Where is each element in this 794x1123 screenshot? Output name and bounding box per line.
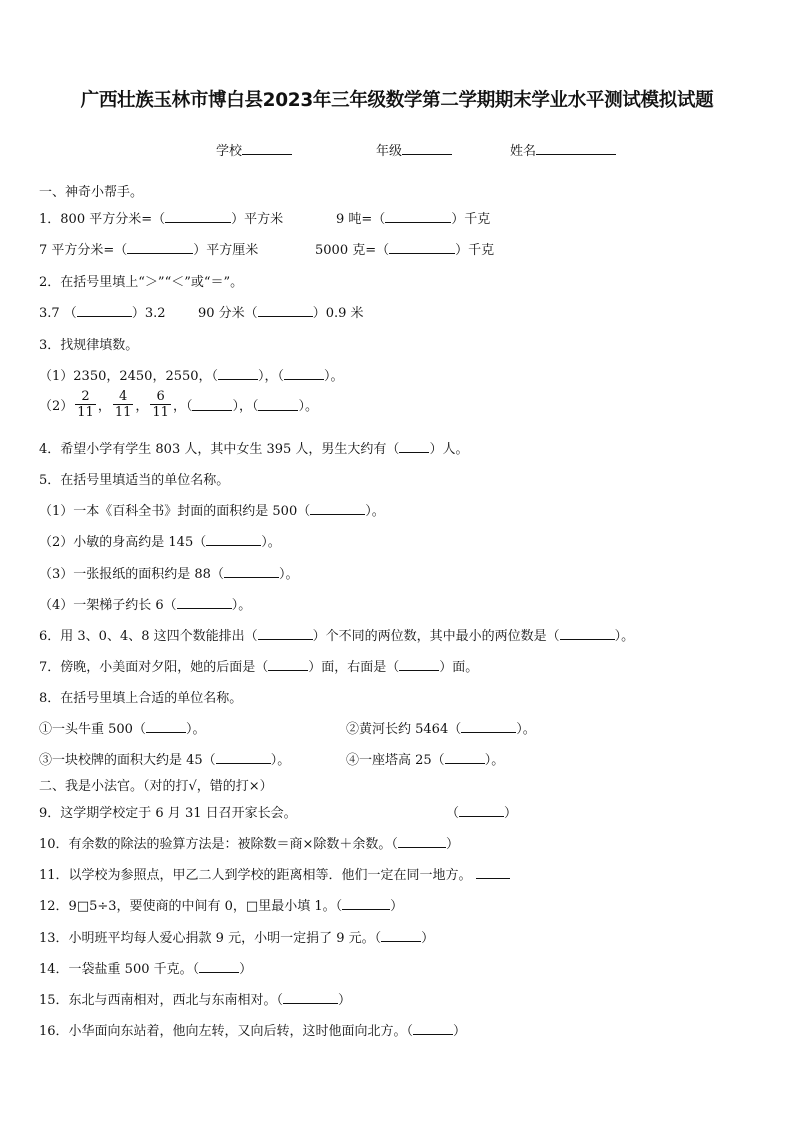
q1c-text: 7 平方分米=（ [39, 243, 128, 258]
page-title: 广西壮族玉林市博白县2023年三年级数学第二学期期末学业水平测试模拟试题 [80, 90, 714, 111]
q5-item-2 [39, 531, 281, 550]
q10-text: 10．有余数的除法的验算方法是：被除数＝商×除数＋余数。（ [39, 837, 398, 852]
q8d-end: ）。 [484, 753, 505, 768]
q3p1-text: （1）2350，2450，2550，（ [39, 369, 219, 384]
fraction-1-denominator: 11 [77, 405, 94, 420]
fraction-3-denominator: 11 [152, 405, 169, 420]
q8b-blank[interactable] [461, 720, 516, 733]
q7-mid: ）面，右面是（ [308, 660, 400, 675]
q14-blank[interactable] [199, 960, 239, 973]
q2-row [39, 302, 166, 321]
name-label: 姓名 [510, 144, 537, 159]
q4-row [39, 438, 468, 457]
name-blank[interactable] [536, 142, 616, 155]
q11-row [39, 864, 510, 883]
q3p2-blank2[interactable] [258, 398, 298, 411]
q5-1-blank[interactable] [310, 502, 365, 515]
q2b-blank[interactable] [258, 304, 313, 317]
q15-text: 15．东北与西南相对，西北与东南相对。（ [39, 993, 284, 1008]
q1d-text: 5000 克=（ [315, 243, 390, 258]
fraction-2 [113, 389, 134, 420]
q5-item-4 [39, 594, 251, 613]
q8-item-c [39, 749, 290, 768]
q16-row [39, 1020, 466, 1039]
q3-part2: （2） $\frac{2}{11}$ ， $\frac{4}{11}$ ， $\frac{6}{11}$ ，（ ），（ ）。 [39, 389, 318, 420]
q9-row [39, 802, 297, 821]
q9-close: ） [504, 806, 518, 821]
q1b-blank[interactable] [385, 210, 451, 223]
grade-blank[interactable] [402, 142, 452, 155]
school-label: 学校 [216, 144, 243, 159]
q3p2-end: ）。 [298, 399, 318, 414]
q1-row2 [39, 239, 258, 258]
q3-text: 3．找规律填数。 [39, 338, 139, 353]
q5-4-blank[interactable] [177, 596, 232, 609]
q8b-end: ）。 [516, 722, 536, 737]
section2-heading: 二、我是小法官。（对的打√，错的打×） [39, 779, 273, 794]
q13-blank[interactable] [381, 929, 421, 942]
q10-blank[interactable] [398, 835, 446, 848]
q1-row1 [39, 208, 283, 227]
q1c-unit: ）平方厘米 [193, 243, 259, 258]
q5-item-3 [39, 563, 298, 582]
q1d-unit: ）千克 [455, 243, 495, 258]
q10-end: ） [445, 837, 459, 852]
q2a-right: ）3.2 [131, 306, 166, 321]
q1b-unit: ）千克 [451, 212, 491, 227]
q8d-text: ④一座塔高 25（ [346, 753, 445, 768]
q4-blank[interactable] [399, 440, 429, 453]
q6-blank1[interactable] [258, 627, 313, 640]
q14-text: 14．一袋盐重 500 千克。（ [39, 962, 200, 977]
q3p2-after: ，（ [172, 399, 193, 414]
q6-text: 6．用 3、0、4、8 这四个数能排出（ [39, 629, 258, 644]
q5-4-end: ）。 [231, 598, 252, 613]
q9-text: 9．这学期学校定于 6 月 31 日召开家长会。 [39, 806, 297, 821]
q5-2-text: （2）小敏的身高约是 145（ [39, 535, 207, 550]
q9-blank[interactable] [459, 804, 504, 817]
school-field [216, 140, 292, 159]
q2b-text: 90 分米（ [198, 306, 258, 321]
q3p2-prefix: （2） [39, 399, 74, 414]
q8-item-b [346, 718, 536, 737]
q5-2-end: ）。 [261, 535, 281, 550]
q1a-text: 800 平方分米=（ [60, 212, 166, 227]
q11-blank[interactable] [476, 866, 510, 879]
grade-label: 年级 [376, 144, 403, 159]
q7-text: 7．傍晚，小美面对夕阳，她的后面是（ [39, 660, 269, 675]
fraction-2-numerator: 4 [118, 389, 128, 404]
q3-part1 [39, 365, 344, 384]
q3p2-blank1[interactable] [192, 398, 232, 411]
q5-1-end: ）。 [365, 504, 385, 519]
q7-row [39, 656, 478, 675]
q15-row [39, 989, 351, 1008]
q5-3-blank[interactable] [224, 565, 279, 578]
grade-field [376, 140, 452, 159]
q6-mid: ）个不同的两位数，其中最小的两位数是（ [312, 629, 560, 644]
q12-end: ） [390, 899, 404, 914]
fraction-3-numerator: 6 [156, 389, 165, 404]
q5-item-1 [39, 500, 385, 519]
q14-row [39, 958, 252, 977]
q6-blank2[interactable] [560, 627, 615, 640]
q5-text: 5．在括号里填适当的单位名称。 [39, 473, 230, 488]
q8a-blank[interactable] [146, 720, 186, 733]
q14-end: ） [239, 962, 253, 977]
q15-end: ） [338, 993, 352, 1008]
q11-text: 11．以学校为参照点，甲乙二人到学校的距离相等．他们一定在同一地方。 [39, 868, 472, 883]
q16-text: 16．小华面向东站着，他向左转，又向后转，这时他面向北方。（ [39, 1024, 414, 1039]
q8b-text: ②黄河长约 5464（ [346, 722, 462, 737]
q2-text: 2．在括号里填上“＞”“＜”或“＝”。 [39, 275, 244, 290]
q9-open: （ [446, 806, 460, 821]
section1-heading: 一、神奇小帮手。 [39, 185, 144, 200]
q1-number: 1． [39, 212, 61, 227]
q5-3-text: （3）一张报纸的面积约是 88（ [39, 567, 224, 582]
q7-end: ）面。 [439, 660, 479, 675]
q1-row2-col2 [315, 239, 494, 258]
q3p1-blank2[interactable] [284, 367, 324, 380]
q3p1-mid: ），（ [258, 369, 285, 384]
q13-row [39, 927, 434, 946]
q6-end: ）。 [614, 629, 635, 644]
q6-row [39, 625, 634, 644]
q8c-text: ③一块校牌的面积大约是 45（ [39, 753, 216, 768]
q8-item-a [39, 718, 205, 737]
q1b-text: 9 吨=（ [336, 212, 386, 227]
q2-row-col2 [198, 302, 364, 321]
fraction-2-denominator: 11 [114, 405, 132, 420]
q10-row [39, 833, 459, 852]
q8c-end: ）。 [270, 753, 291, 768]
q8d-blank[interactable] [445, 751, 485, 764]
q12-blank[interactable] [342, 897, 390, 910]
q3p1-end: ）。 [324, 369, 344, 384]
q3p1-blank1[interactable] [218, 367, 258, 380]
q1a-unit: ）平方米 [231, 212, 284, 227]
q4-text: 4．希望小学有学生 803 人，其中女生 395 人，男生大约有（ [39, 442, 400, 457]
school-blank[interactable] [242, 142, 292, 155]
q1a-blank[interactable] [165, 210, 231, 223]
q5-2-blank[interactable] [206, 533, 261, 546]
q12-text: 12．9□5÷3，要使商的中间有 0，□里最小填 1。（ [39, 899, 343, 914]
name-field [510, 140, 616, 159]
q5-4-text: （4）一架梯子约长 6（ [39, 598, 177, 613]
q3p2-mid: ），（ [232, 399, 259, 414]
q8a-text: ①一头牛重 500（ [39, 722, 146, 737]
q8a-end: ）。 [185, 722, 206, 737]
q2b-right: ）0.9 米 [312, 306, 364, 321]
q5-1-text: （1）一本《百科全书》封面的面积约是 500（ [39, 504, 311, 519]
q7-blank1[interactable] [268, 658, 308, 671]
q1d-blank[interactable] [389, 241, 455, 254]
q13-end: ） [421, 931, 435, 946]
q16-end: ） [453, 1024, 467, 1039]
q12-row [39, 895, 403, 914]
q8c-blank[interactable] [216, 751, 271, 764]
q4-end: ）人。 [429, 442, 469, 457]
fraction-3 [150, 389, 171, 420]
q8-text: 8．在括号里填上合适的单位名称。 [39, 691, 243, 706]
q5-3-end: ）。 [278, 567, 299, 582]
q2a-text: 3.7 （ [39, 306, 77, 321]
fraction-1 [75, 389, 96, 420]
q1-row1-col2 [336, 208, 490, 227]
fraction-1-numerator: 2 [81, 389, 90, 404]
q9-answer [446, 802, 517, 821]
q7-blank2[interactable] [399, 658, 439, 671]
q16-blank[interactable] [413, 1022, 453, 1035]
q2a-blank[interactable] [77, 304, 132, 317]
q8-item-d [346, 749, 504, 768]
q1c-blank[interactable] [127, 241, 193, 254]
q13-text: 13．小明班平均每人爱心捐款 9 元，小明一定捐了 9 元。（ [39, 931, 382, 946]
q15-blank[interactable] [283, 991, 338, 1004]
